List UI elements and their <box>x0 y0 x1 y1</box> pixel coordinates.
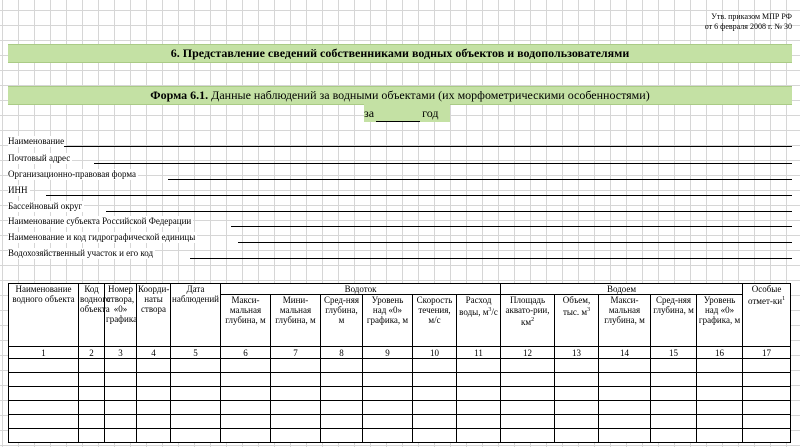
form-title-band <box>8 86 792 105</box>
table-cell[interactable] <box>457 373 501 387</box>
table-cell[interactable] <box>413 415 457 429</box>
column-number: 1 <box>9 347 79 359</box>
table-cell[interactable] <box>321 401 363 415</box>
table-cell[interactable] <box>599 401 651 415</box>
col-header: Дата наблюдений <box>171 284 221 347</box>
column-number: 4 <box>137 347 171 359</box>
table-cell[interactable] <box>171 387 221 401</box>
table-cell[interactable] <box>743 373 791 387</box>
col-header: Уровень над «0» графика, м <box>363 295 413 347</box>
table-cell[interactable] <box>413 429 457 443</box>
table-cell[interactable] <box>697 387 743 401</box>
table-cell[interactable] <box>599 373 651 387</box>
table-cell[interactable] <box>501 373 555 387</box>
data-rows <box>9 359 791 443</box>
table-cell[interactable] <box>321 359 363 373</box>
column-number: 11 <box>457 347 501 359</box>
field-input-line[interactable] <box>190 258 792 259</box>
table-cell[interactable] <box>9 415 79 429</box>
col-header: Макси-мальная глубина, м <box>221 295 271 347</box>
table-cell[interactable] <box>501 387 555 401</box>
table-cell[interactable] <box>9 359 79 373</box>
table-cell[interactable] <box>651 387 697 401</box>
table-cell[interactable] <box>697 401 743 415</box>
col-header-notes: Особые отмет-$ки^1$ <box>743 284 791 347</box>
table-cell[interactable] <box>363 373 413 387</box>
table-cell[interactable] <box>599 429 651 443</box>
column-number: 6 <box>221 347 271 359</box>
table-cell[interactable] <box>599 387 651 401</box>
table-cell[interactable] <box>221 387 271 401</box>
group-header-reservoir: Водоем <box>501 284 743 295</box>
table-row <box>9 387 791 401</box>
table-cell[interactable] <box>137 359 171 373</box>
column-number: 15 <box>651 347 697 359</box>
table-cell[interactable] <box>457 401 501 415</box>
field-input-line[interactable] <box>94 163 792 164</box>
table-cell[interactable] <box>79 415 105 429</box>
header-row-1 <box>9 284 791 295</box>
table-cell[interactable] <box>137 415 171 429</box>
table-row <box>9 415 791 429</box>
table-cell[interactable] <box>321 415 363 429</box>
table-cell[interactable] <box>137 429 171 443</box>
field-input-line[interactable] <box>106 211 792 212</box>
field-label: Бассейновый округ <box>8 201 83 211</box>
table-cell[interactable] <box>221 415 271 429</box>
col-header: Код водного объекта <box>79 284 105 347</box>
table-cell[interactable] <box>651 401 697 415</box>
section-title: 6. Представление сведений собственниками водных объектов и водопользователями <box>170 46 630 60</box>
column-number: 7 <box>271 347 321 359</box>
field-label: ИНН <box>8 185 28 195</box>
table-cell[interactable] <box>599 415 651 429</box>
table-cell[interactable] <box>363 387 413 401</box>
table-cell[interactable] <box>79 359 105 373</box>
table-cell[interactable] <box>363 429 413 443</box>
column-number: 12 <box>501 347 555 359</box>
table-cell[interactable] <box>651 373 697 387</box>
col-header: Мини-мальная глубина, м <box>271 295 321 347</box>
table-cell[interactable] <box>651 429 697 443</box>
table-cell[interactable] <box>171 415 221 429</box>
year-prefix: за <box>364 106 375 120</box>
col-header-flow: Расход воды, $м^3/с$ <box>457 295 501 347</box>
col-header: Коорди-наты створа <box>137 284 171 347</box>
table-cell[interactable] <box>105 401 137 415</box>
table-cell[interactable] <box>137 401 171 415</box>
table-cell[interactable] <box>501 429 555 443</box>
table-cell[interactable] <box>697 373 743 387</box>
table-cell[interactable] <box>271 373 321 387</box>
field-input-line[interactable] <box>238 242 792 243</box>
column-number: 9 <box>363 347 413 359</box>
table-cell[interactable] <box>105 359 137 373</box>
year-input-blank[interactable] <box>376 109 420 122</box>
col-header-volume: Объем, тыс. $м^3$ <box>555 295 599 347</box>
table-cell[interactable] <box>501 415 555 429</box>
column-number: 14 <box>599 347 651 359</box>
table-cell[interactable] <box>221 429 271 443</box>
field-input-line[interactable] <box>64 146 792 147</box>
col-header: Наименование водного объекта <box>9 284 79 347</box>
observations-table <box>8 283 791 443</box>
table-cell[interactable] <box>363 415 413 429</box>
column-number: 17 <box>743 347 791 359</box>
col-header: Уровень над «0» графика, м <box>697 295 743 347</box>
table-cell[interactable] <box>457 415 501 429</box>
table-cell[interactable] <box>457 387 501 401</box>
table-cell[interactable] <box>171 373 221 387</box>
table-cell[interactable] <box>457 429 501 443</box>
table-cell[interactable] <box>555 429 599 443</box>
table-row <box>9 359 791 373</box>
table-row <box>9 401 791 415</box>
table-cell[interactable] <box>221 373 271 387</box>
table-cell[interactable] <box>9 429 79 443</box>
table-cell[interactable] <box>221 401 271 415</box>
table-cell[interactable] <box>555 359 599 373</box>
table-cell[interactable] <box>413 401 457 415</box>
field-input-line[interactable] <box>231 226 792 227</box>
table-cell[interactable] <box>413 387 457 401</box>
table-cell[interactable] <box>79 401 105 415</box>
column-number: 10 <box>413 347 457 359</box>
column-number: 8 <box>321 347 363 359</box>
col-header: Номер створа, «0» графика <box>105 284 137 347</box>
field-input-line[interactable] <box>168 179 792 180</box>
group-header-watercourse: Водоток <box>221 284 501 295</box>
table-row <box>9 429 791 443</box>
table-cell[interactable] <box>271 359 321 373</box>
table-cell[interactable] <box>555 387 599 401</box>
table-cell[interactable] <box>137 373 171 387</box>
approval-line-2: от 6 февраля 2008 г. № 30 <box>704 22 792 31</box>
table-cell[interactable] <box>79 387 105 401</box>
col-header: Сред-няя глубина, м <box>651 295 697 347</box>
table-cell[interactable] <box>105 387 137 401</box>
table-cell[interactable] <box>697 359 743 373</box>
table-cell[interactable] <box>457 359 501 373</box>
table-cell[interactable] <box>271 387 321 401</box>
table-cell[interactable] <box>171 429 221 443</box>
table-cell[interactable] <box>697 415 743 429</box>
col-header-area: Площадь аквато-рии, $км^2$ <box>501 295 555 347</box>
table-cell[interactable] <box>321 373 363 387</box>
table-cell[interactable] <box>599 359 651 373</box>
field-input-line[interactable] <box>46 195 792 196</box>
field-label: Наименование <box>8 136 65 146</box>
field-label: Водохозяйственный участок и его код <box>8 248 154 258</box>
field-label: Организационно-правовая форма <box>8 169 136 179</box>
column-numbers-row <box>9 347 791 359</box>
table-cell[interactable] <box>363 401 413 415</box>
table-cell[interactable] <box>555 373 599 387</box>
table-cell[interactable] <box>555 415 599 429</box>
table-cell[interactable] <box>413 359 457 373</box>
table-cell[interactable] <box>9 373 79 387</box>
table-cell[interactable] <box>501 401 555 415</box>
column-number: 13 <box>555 347 599 359</box>
column-number: 5 <box>171 347 221 359</box>
col-header: Скорость течения, м/с <box>413 295 457 347</box>
table-cell[interactable] <box>743 359 791 373</box>
table-cell[interactable] <box>743 401 791 415</box>
approval-note <box>705 12 792 32</box>
form-title: Данные наблюдений за водными объектами (их морфометрическими особенностями) <box>208 88 650 102</box>
table-cell[interactable] <box>105 373 137 387</box>
table-row <box>9 373 791 387</box>
column-number: 3 <box>105 347 137 359</box>
table-cell[interactable] <box>79 429 105 443</box>
table-cell[interactable] <box>743 429 791 443</box>
table-cell[interactable] <box>555 401 599 415</box>
table-cell[interactable] <box>413 373 457 387</box>
table-cell[interactable] <box>271 429 321 443</box>
section-title-band <box>8 44 792 63</box>
table-cell[interactable] <box>271 415 321 429</box>
table-cell[interactable] <box>501 359 555 373</box>
table-cell[interactable] <box>105 415 137 429</box>
table-cell[interactable] <box>743 415 791 429</box>
table-cell[interactable] <box>321 387 363 401</box>
column-number: 16 <box>697 347 743 359</box>
table-cell[interactable] <box>9 401 79 415</box>
table-cell[interactable] <box>271 401 321 415</box>
table-cell[interactable] <box>221 359 271 373</box>
column-number: 2 <box>79 347 105 359</box>
table-cell[interactable] <box>171 359 221 373</box>
form-number: Форма 6.1. <box>150 88 209 102</box>
table-cell[interactable] <box>651 415 697 429</box>
table-cell[interactable] <box>743 387 791 401</box>
table-cell[interactable] <box>171 401 221 415</box>
table-cell[interactable] <box>651 359 697 373</box>
table-cell[interactable] <box>363 359 413 373</box>
table-cell[interactable] <box>9 387 79 401</box>
table-cell[interactable] <box>105 429 137 443</box>
table-cell[interactable] <box>79 373 105 387</box>
field-label: Наименование и код гидрографической единицы <box>8 232 196 242</box>
approval-line-1: Утв. приказом МПР РФ <box>711 12 792 21</box>
table-cell[interactable] <box>321 429 363 443</box>
field-label: Наименование субъекта Российской Федерации <box>8 216 192 226</box>
year-suffix: год <box>422 106 439 120</box>
table-cell[interactable] <box>137 387 171 401</box>
col-header: Макси-мальная глубина, м <box>599 295 651 347</box>
field-label: Почтовый адрес <box>8 153 71 163</box>
col-header: Сред-няя глубина, м <box>321 295 363 347</box>
year-field <box>364 104 450 122</box>
table-cell[interactable] <box>697 429 743 443</box>
